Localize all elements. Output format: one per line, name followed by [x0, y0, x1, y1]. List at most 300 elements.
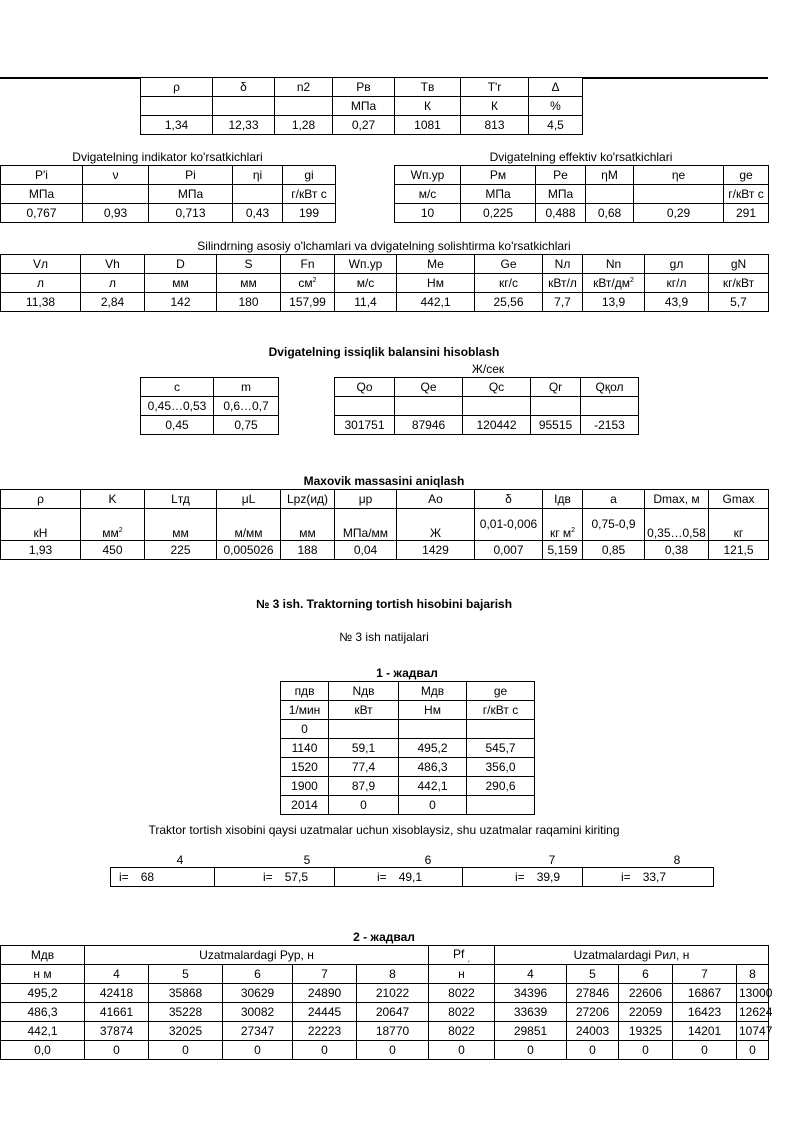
- table-header-row: [1, 946, 769, 965]
- value-cell: 30082: [223, 1003, 293, 1022]
- value-cell: 22223: [293, 1022, 357, 1041]
- value-cell: 19325: [619, 1022, 673, 1041]
- table1-title: 1 - жадвал: [376, 666, 438, 680]
- value-cell: 33639: [495, 1003, 567, 1022]
- value-cell: 5,159: [543, 541, 583, 560]
- table-unit-row: [1, 274, 769, 293]
- unit-cell: н м: [1, 965, 85, 984]
- value-cell: 16423: [673, 1003, 737, 1022]
- gear-ratio-input[interactable]: [215, 868, 335, 887]
- value-cell: 0: [149, 1041, 223, 1060]
- value-cell: [399, 720, 467, 739]
- table-header-row: [141, 78, 583, 97]
- value-cell: 14201: [673, 1022, 737, 1041]
- value-cell: [329, 720, 399, 739]
- superscript: 2: [571, 527, 576, 534]
- table-header-row: [281, 682, 535, 701]
- value-cell: 0: [429, 1041, 495, 1060]
- unit-cell: [141, 97, 213, 116]
- value-cell: 59,1: [329, 739, 399, 758]
- value-cell: 0: [357, 1041, 429, 1060]
- gear-ratio-input[interactable]: [111, 868, 215, 887]
- ratio-value: 68: [140, 870, 155, 884]
- value-cell: 1,34: [141, 116, 213, 135]
- value-cell: 24890: [293, 984, 357, 1003]
- table-row: [281, 796, 535, 815]
- table-empty-row: [335, 397, 639, 416]
- unit-cell: %: [529, 97, 583, 116]
- value-cell: 21022: [357, 984, 429, 1003]
- value-cell: 1520: [281, 758, 329, 777]
- unit-cell: Нм: [399, 701, 467, 720]
- table-value-row: [335, 416, 639, 435]
- header-cell: Nл: [543, 255, 583, 274]
- unit-cell: [634, 185, 724, 204]
- table-value-row: [141, 416, 279, 435]
- value-cell: 121,5: [709, 541, 769, 560]
- value-cell: 27846: [567, 984, 619, 1003]
- value-cell: 0,75: [214, 416, 279, 435]
- unit-cell: мм: [217, 274, 281, 293]
- value-cell: 77,4: [329, 758, 399, 777]
- unit-cell: Ж: [397, 509, 475, 541]
- header-cell: ν: [83, 166, 149, 185]
- value-cell: 0: [223, 1041, 293, 1060]
- gear-cell: 6: [619, 965, 673, 984]
- header-cell: Qr: [531, 378, 581, 397]
- value-cell: 5,7: [709, 293, 769, 312]
- value-cell: 11,4: [335, 293, 397, 312]
- effective-table: [394, 165, 769, 223]
- header-cell: Vh: [81, 255, 145, 274]
- value-cell: 8022: [429, 1003, 495, 1022]
- header-cell: a: [583, 490, 645, 509]
- empty-cell: [395, 397, 463, 416]
- header-cell: ηM: [586, 166, 634, 185]
- unit-cell: кВт/л: [543, 274, 583, 293]
- range-cell: 0,35…0,58: [645, 509, 709, 541]
- unit-cell: К: [461, 97, 529, 116]
- gear-cell: 8: [357, 965, 429, 984]
- unit-cell: л: [81, 274, 145, 293]
- value-cell: 0: [737, 1041, 769, 1060]
- header-cell: P'i: [1, 166, 83, 185]
- value-cell: 25,56: [475, 293, 543, 312]
- i-label: i=: [621, 870, 631, 884]
- header-cell: [429, 946, 495, 965]
- value-cell: 486,3: [1, 1003, 85, 1022]
- value-cell: 442,1: [399, 777, 467, 796]
- unit-cell: [543, 509, 583, 541]
- table-header-row: [395, 166, 769, 185]
- value-cell: 0,43: [233, 204, 283, 223]
- value-cell: 43,9: [645, 293, 709, 312]
- cylinder-table: [0, 254, 769, 312]
- header-cell: Fn: [281, 255, 335, 274]
- header-cell: Wп.ур: [395, 166, 461, 185]
- flywheel-title: Maxovik massasini aniqlash: [303, 474, 465, 488]
- header-cell: ge: [724, 166, 769, 185]
- top-rule: [0, 77, 140, 79]
- unit-cell: м/с: [395, 185, 461, 204]
- header-cell: Мдв: [399, 682, 467, 701]
- value-cell: 0: [85, 1041, 149, 1060]
- header-cell: μр: [335, 490, 397, 509]
- unit-cell: м/с: [335, 274, 397, 293]
- value-cell: 142: [145, 293, 217, 312]
- unit-cell: мм: [145, 274, 217, 293]
- value-cell: 10747: [737, 1022, 769, 1041]
- gear-ratio-input[interactable]: [335, 868, 463, 887]
- value-cell: 442,1: [1, 1022, 85, 1041]
- unit-cell: МПа: [461, 185, 536, 204]
- header-cell: Gmax: [709, 490, 769, 509]
- superscript: 2: [118, 527, 123, 534]
- traction-forces-table: [0, 945, 773, 1060]
- group-header: Uzatmalardagi Pyp, н: [85, 946, 429, 965]
- value-cell: 545,7: [467, 739, 535, 758]
- effective-title: Dvigatelning effektiv ko'rsatkichlari: [489, 150, 673, 164]
- unit-cell: кН: [1, 509, 81, 541]
- header-cell: Ao: [397, 490, 475, 509]
- header-cell: Pв: [333, 78, 395, 97]
- header-cell: ge: [467, 682, 535, 701]
- value-cell: 22606: [619, 984, 673, 1003]
- value-cell: 0,85: [583, 541, 645, 560]
- header-cell: δ: [475, 490, 543, 509]
- header-cell: Tв: [395, 78, 461, 97]
- table-header-row: [141, 378, 279, 397]
- gear-cell: 7: [293, 965, 357, 984]
- header-cell: Lpz(ид): [281, 490, 335, 509]
- gear-ratio-table: [110, 867, 714, 887]
- header-cell: n2: [275, 78, 333, 97]
- unit-cell: г/кВт с: [467, 701, 535, 720]
- value-cell: 199: [283, 204, 336, 223]
- value-cell: 8022: [429, 984, 495, 1003]
- unit-cell: [281, 274, 335, 293]
- empty-cell: [463, 397, 531, 416]
- value-cell: 4,5: [529, 116, 583, 135]
- table-row: [1, 984, 769, 1003]
- value-cell: 42418: [85, 984, 149, 1003]
- gear-number-label: 7: [548, 853, 556, 867]
- gear-cell: 6: [223, 965, 293, 984]
- value-cell: 0,29: [634, 204, 724, 223]
- value-cell: 13000: [737, 984, 769, 1003]
- header-cell: ρ: [141, 78, 213, 97]
- range-cell: 0,01-0,006: [475, 509, 543, 541]
- table2-title: 2 - жадвал: [353, 930, 415, 944]
- header-cell: Nдв: [329, 682, 399, 701]
- value-cell: 495,2: [1, 984, 85, 1003]
- value-cell: 188: [281, 541, 335, 560]
- table-row: [281, 720, 535, 739]
- value-cell: 2014: [281, 796, 329, 815]
- gear-cell: 4: [495, 965, 567, 984]
- table-value-row: [141, 116, 583, 135]
- value-cell: -2153: [581, 416, 639, 435]
- work3-title: № 3 ish. Traktorning tortish hisobini bajarish: [255, 597, 513, 611]
- table-unit-row: [1, 185, 336, 204]
- value-cell: 1,28: [275, 116, 333, 135]
- gear-ratio-input[interactable]: [463, 868, 583, 887]
- heat-cm-table: [140, 377, 279, 435]
- value-cell: 18770: [357, 1022, 429, 1041]
- value-cell: 0: [495, 1041, 567, 1060]
- header-cell: gN: [709, 255, 769, 274]
- header-cell: Vл: [1, 255, 81, 274]
- gear-ratio-input[interactable]: [583, 868, 714, 887]
- header-cell: Pi: [149, 166, 233, 185]
- work3-subtitle: № 3 ish natijalari: [339, 630, 429, 644]
- value-cell: 16867: [673, 984, 737, 1003]
- unit-cell: Нм: [397, 274, 475, 293]
- value-cell: 0,68: [586, 204, 634, 223]
- header-cell: K: [81, 490, 145, 509]
- value-cell: 1900: [281, 777, 329, 796]
- value-cell: 87,9: [329, 777, 399, 796]
- value-cell: 356,0: [467, 758, 535, 777]
- value-cell: 813: [461, 116, 529, 135]
- value-cell: 1081: [395, 116, 461, 135]
- value-cell: 442,1: [397, 293, 475, 312]
- table-row: [1, 1003, 769, 1022]
- value-cell: 7,7: [543, 293, 583, 312]
- value-cell: 35868: [149, 984, 223, 1003]
- value-cell: 225: [145, 541, 217, 560]
- value-cell: 157,99: [281, 293, 335, 312]
- value-cell: 0: [329, 796, 399, 815]
- value-cell: 290,6: [467, 777, 535, 796]
- value-cell: 291: [724, 204, 769, 223]
- value-cell: 0,767: [1, 204, 83, 223]
- value-cell: [467, 720, 535, 739]
- table-unit-row: [141, 97, 583, 116]
- header-cell: Qe: [395, 378, 463, 397]
- range-cell: 0,6…0,7: [214, 397, 279, 416]
- header-cell: ηi: [233, 166, 283, 185]
- value-cell: 24003: [567, 1022, 619, 1041]
- unit-cell: г/кВт с: [283, 185, 336, 204]
- value-cell: 12624: [737, 1003, 769, 1022]
- ratio-value: 33,7: [642, 870, 667, 884]
- header-cell: Qc: [463, 378, 531, 397]
- value-cell: 8022: [429, 1022, 495, 1041]
- value-cell: 87946: [395, 416, 463, 435]
- unit-cell: кг/с: [475, 274, 543, 293]
- unit-cell: мм: [145, 509, 217, 541]
- ratio-value: 49,1: [398, 870, 423, 884]
- table-row: [281, 777, 535, 796]
- value-cell: 0,93: [83, 204, 149, 223]
- value-cell: 1429: [397, 541, 475, 560]
- i-label: i=: [377, 870, 387, 884]
- value-cell: 0,27: [333, 116, 395, 135]
- table-row: [281, 758, 535, 777]
- unit-cell: [81, 509, 145, 541]
- value-cell: 34396: [495, 984, 567, 1003]
- unit-cell: МПа: [536, 185, 586, 204]
- header-cell: Me: [397, 255, 475, 274]
- unit-cell: кВт: [329, 701, 399, 720]
- table-unit-row: [1, 509, 769, 541]
- value-cell: 41661: [85, 1003, 149, 1022]
- table-unit-row: [1, 965, 769, 984]
- unit-cell: МПа: [149, 185, 233, 204]
- cylinder-title: Silindrning asosiy o'lchamlari va dvigatelning solishtirma ko'rsatkichlari: [197, 239, 571, 253]
- header-cell: Δ: [529, 78, 583, 97]
- range-cell: 0,75-0,9: [583, 509, 645, 541]
- gear-cell: 8: [737, 965, 769, 984]
- unit-cell: кг/л: [645, 274, 709, 293]
- table-header-row: [1, 490, 769, 509]
- header-cell: gл: [645, 255, 709, 274]
- header-cell: Nn: [583, 255, 645, 274]
- heat-q-table: [334, 377, 639, 435]
- unit-cell: [83, 185, 149, 204]
- heat-balance-title: Dvigatelning issiqlik balansini hisoblash: [268, 345, 500, 359]
- value-cell: 24445: [293, 1003, 357, 1022]
- heat-unit-label: Ж/сек: [471, 362, 505, 376]
- value-cell: 0: [281, 720, 329, 739]
- gear-number-label: 8: [673, 853, 681, 867]
- value-cell: 22059: [619, 1003, 673, 1022]
- value-cell: 0,488: [536, 204, 586, 223]
- i-label: i=: [119, 870, 129, 884]
- table-value-row: [395, 204, 769, 223]
- flywheel-table: [0, 489, 769, 560]
- table-value-row: [1, 293, 769, 312]
- table-unit-row: [395, 185, 769, 204]
- value-cell: [467, 796, 535, 815]
- value-cell: 180: [217, 293, 281, 312]
- value-cell: 37874: [85, 1022, 149, 1041]
- empty-cell: [335, 397, 395, 416]
- gas-parameters-table: [140, 77, 583, 135]
- value-cell: 27206: [567, 1003, 619, 1022]
- unit-cell: МПа: [333, 97, 395, 116]
- unit-cell: мм: [281, 509, 335, 541]
- gear-cell: 5: [149, 965, 223, 984]
- value-cell: 0,005026: [217, 541, 281, 560]
- engine-characteristics-table: [280, 681, 535, 815]
- header-cell: Lтд: [145, 490, 217, 509]
- header-cell: Wп.ур: [335, 255, 397, 274]
- gear-cell: 5: [567, 965, 619, 984]
- indicator-title: Dvigatelning indikator ko'rsatkichlari: [72, 150, 263, 164]
- table-value-row: [1, 204, 336, 223]
- gear-prompt: Traktor tortish xisobini qaysi uzatmalar uchun xisoblaysiz, shu uzatmalar raqamini kiriting: [148, 823, 620, 837]
- value-cell: 32025: [149, 1022, 223, 1041]
- superscript: 2: [312, 277, 317, 284]
- ratio-value: 57,5: [284, 870, 309, 884]
- value-cell: 12,33: [213, 116, 275, 135]
- value-cell: 35228: [149, 1003, 223, 1022]
- unit-text: кг м: [549, 526, 572, 540]
- unit-cell: кг/кВт: [709, 274, 769, 293]
- unit-cell: м/мм: [217, 509, 281, 541]
- value-cell: 0,04: [335, 541, 397, 560]
- table-range-row: [141, 397, 279, 416]
- value-cell: 29851: [495, 1022, 567, 1041]
- header-cell: T'r: [461, 78, 529, 97]
- i-label: i=: [263, 870, 273, 884]
- header-cell: μL: [217, 490, 281, 509]
- value-cell: 13,9: [583, 293, 645, 312]
- header-cell: Pe: [536, 166, 586, 185]
- table-row: [1, 1022, 769, 1041]
- header-cell: ρ: [1, 490, 81, 509]
- value-cell: 0,38: [645, 541, 709, 560]
- value-cell: 0,0: [1, 1041, 85, 1060]
- header-cell: δ: [213, 78, 275, 97]
- value-cell: 486,3: [399, 758, 467, 777]
- gear-cell: 4: [85, 965, 149, 984]
- unit-cell: [213, 97, 275, 116]
- gear-number-label: 4: [176, 853, 184, 867]
- table-header-row: [1, 166, 336, 185]
- header-cell: пдв: [281, 682, 329, 701]
- value-cell: 0,45: [141, 416, 214, 435]
- header-cell: Dmax, м: [645, 490, 709, 509]
- unit-cell: 1/мин: [281, 701, 329, 720]
- header-cell: S: [217, 255, 281, 274]
- value-cell: 0: [567, 1041, 619, 1060]
- i-label: i=: [515, 870, 525, 884]
- value-cell: 0,713: [149, 204, 233, 223]
- unit-cell: л: [1, 274, 81, 293]
- empty-cell: [531, 397, 581, 416]
- value-cell: 0: [399, 796, 467, 815]
- value-cell: 27347: [223, 1022, 293, 1041]
- header-cell: gi: [283, 166, 336, 185]
- header-cell: Мдв: [1, 946, 85, 965]
- header-cell: c: [141, 378, 214, 397]
- unit-cell: [586, 185, 634, 204]
- table-row: [1, 1041, 769, 1060]
- ratio-value: 39,9: [536, 870, 561, 884]
- value-cell: 20647: [357, 1003, 429, 1022]
- header-cell: ηe: [634, 166, 724, 185]
- unit-cell: кг: [709, 509, 769, 541]
- header-cell: Iдв: [543, 490, 583, 509]
- value-cell: 495,2: [399, 739, 467, 758]
- gear-number-label: 5: [303, 853, 311, 867]
- group-header: Uzatmalardagi Рил, н: [495, 946, 769, 965]
- value-cell: 95515: [531, 416, 581, 435]
- pf-mark: ,: [467, 954, 470, 964]
- header-cell: Qo: [335, 378, 395, 397]
- value-cell: 10: [395, 204, 461, 223]
- unit-cell: [233, 185, 283, 204]
- superscript: 2: [630, 277, 634, 284]
- value-cell: 1140: [281, 739, 329, 758]
- table-unit-row: [281, 701, 535, 720]
- value-cell: 2,84: [81, 293, 145, 312]
- header-cell: Qқол: [581, 378, 639, 397]
- unit-cell: МПа: [1, 185, 83, 204]
- value-cell: 0: [673, 1041, 737, 1060]
- table-header-row: [1, 255, 769, 274]
- gear-cell: 7: [673, 965, 737, 984]
- value-cell: 30629: [223, 984, 293, 1003]
- value-cell: 0,225: [461, 204, 536, 223]
- gear-number-label: 6: [424, 853, 432, 867]
- unit-cell: МПа/мм: [335, 509, 397, 541]
- header-cell: Ge: [475, 255, 543, 274]
- unit-cell: [583, 274, 645, 293]
